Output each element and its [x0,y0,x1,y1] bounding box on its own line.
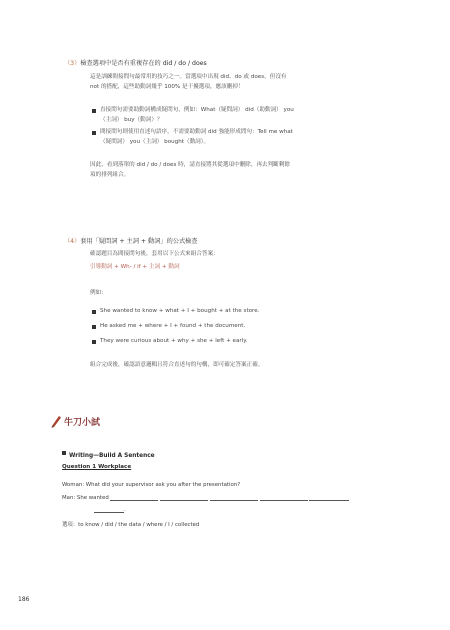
section3-number: （3） [64,60,81,67]
page-number: 186 [18,596,30,603]
niu-title: 牛刀小試 [64,418,101,428]
answer-blank[interactable] [160,494,208,501]
options-line: 選項：to know / did / the data / where / I / collected [62,522,200,528]
section3-bullet2-line2: （疑問詞） you（主詞） bought（動詞）。 [100,139,210,145]
section4-heading-text: 套用「疑問詞 + 主詞 + 動詞」的公式檢查 [80,238,198,245]
bullet-square-icon [62,451,66,455]
bullet-square-icon [92,340,96,344]
section4-heading [64,236,198,245]
bullet-square-icon [92,310,96,314]
section4-number: （4） [64,238,81,245]
section3-bullet1-line1: 直接問句需要助動詞構成疑問句，例如：What（疑問詞） did（助動詞） you [100,107,294,113]
section3-para1-line1: 這是訓練間接問句最常用的技巧之一。當選項中出現 did、do 或 does，但沒有 [90,74,287,80]
section4-example-label: 例如： [90,290,107,296]
man-prefix: Man: She wanted [62,495,109,501]
man-line [62,494,349,501]
section3-bullet1-line2: （主詞） buy（動詞）？ [100,117,163,123]
section3-heading [64,58,207,67]
answer-blank[interactable] [210,494,258,501]
bullet-square-icon [92,325,96,329]
woman-line: Woman: What did your supervisor ask you after the presentation? [62,482,241,488]
section4-closing: 組合完成後，確認語意邏輯且符合直述句的句構，即可確定答案正確。 [90,362,264,368]
section3-para1-line2: not 的搭配，這些助動詞幾乎 100% 是干擾選項，應該刪掉！ [90,84,244,90]
answer-blank[interactable] [110,494,158,501]
example-item: They were curious about + why + she + left + early. [100,338,248,344]
section3-para2-line2: 項的排列組合。 [90,172,130,178]
pencil-icon [50,414,62,428]
bullet-square-icon [92,131,96,135]
answer-blank[interactable] [309,494,349,501]
writing-title-row [62,442,155,461]
question-label: Question 1 Workplace [62,464,132,470]
man-line-continued: . [94,506,126,513]
answer-blank[interactable] [260,494,308,501]
example-item: She wanted to know + what + I + bought + at the store. [100,308,260,314]
writing-title: Writing—Build A Sentence [69,453,155,459]
answer-blank[interactable] [94,506,124,513]
section4-line1: 確認題目為間接問句後，套用以下公式來組合答案： [90,251,219,257]
section4-formula: 引導動詞 + Wh- / if + 主詞 + 動詞 [90,264,180,270]
bullet-square-icon [92,109,96,113]
section3-bullet2-line1: 間接問句則使用直述句語序，不需要助動詞 did 強能形成問句：Tell me what [100,129,293,135]
section3-para2-line1: 因此，看到落單的 did / do / does 時，請直接將其從選項中刪除，再去判斷剩餘 [90,162,291,168]
section3-heading-text: 檢查選項中是否有重複存在的 did / do / does [80,60,207,67]
example-item: He asked me + where + I + found + the document. [100,323,246,329]
